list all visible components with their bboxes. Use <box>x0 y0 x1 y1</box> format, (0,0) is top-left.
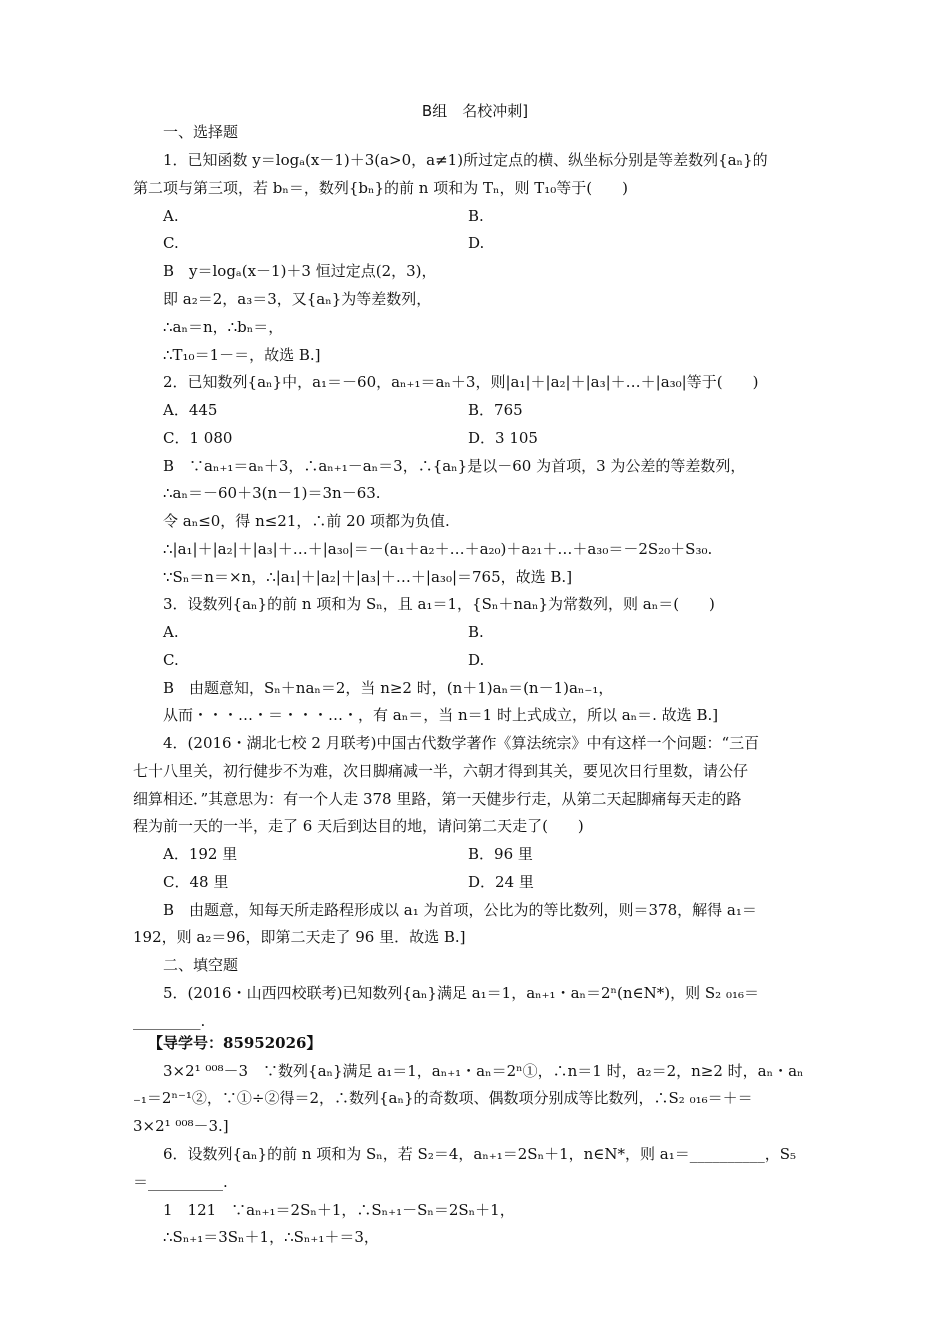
text-line: 七十八里关，初行健步不为难，次日脚痛减一半，六朝才得到其关，要见次日行里数，请公仔 <box>133 762 749 780</box>
text-line: C．1 080 <box>163 429 233 447</box>
text-line: _________. <box>133 1012 206 1030</box>
text-line: 第二项与第三项，若 bₙ＝，数列{bₙ}的前 n 项和为 Tₙ，则 T₁₀等于( ) <box>133 179 629 197</box>
text-line: B y＝logₐ(x－1)＋3 恒过定点(2，3)， <box>163 262 437 280</box>
text-line: C. <box>163 651 179 669</box>
text-line: ∴T₁₀＝1－＝，故选 B.] <box>163 346 321 364</box>
text-line: 192，则 a₂＝96，即第二天走了 96 里．故选 B.] <box>133 928 466 946</box>
text-line: B 由题意，知每天所走路程形成以 a₁ 为首项，公比为的等比数列，则＝378，解得 a₁＝ <box>163 901 757 919</box>
text-line: D. <box>468 651 485 669</box>
section-title: B组 名校冲刺] <box>421 102 529 120</box>
text-line: 从而・・・…・＝・・・…・，有 aₙ＝，当 n＝1 时上式成立，所以 aₙ＝. 故选 B.] <box>163 706 719 724</box>
text-line: 程为前一天的一半，走了 6 天后到达目的地，请问第二天走了( ) <box>133 817 584 835</box>
text-line: ∴aₙ＝－60＋3(n－1)＝3n－63. <box>163 484 381 502</box>
text-line: 令 aₙ≤0，得 n≤21，∴前 20 项都为负值. <box>163 512 450 530</box>
text-line: 3×2¹ ⁰⁰⁸－3 ∵数列{aₙ}满足 a₁＝1，aₙ₊₁・aₙ＝2ⁿ①，∴n＝1 时，a₂＝2，n≥2 时，aₙ・aₙ <box>163 1062 804 1080</box>
text-line: 2．已知数列{aₙ}中，a₁＝－60，aₙ₊₁＝aₙ＋3，则|a₁|＋|a₂|＋|a₃|＋…＋|a₃₀|等于( ) <box>163 373 759 391</box>
text-line: 3×2¹ ⁰⁰⁸－3.] <box>133 1117 229 1135</box>
text-line: 一、选择题 <box>163 123 239 141</box>
text-line: C．48 里 <box>163 873 229 891</box>
text-line: B. <box>468 623 484 641</box>
text-line: B ∵aₙ₊₁＝aₙ＋3，∴aₙ₊₁－aₙ＝3，∴{aₙ}是以－60 为首项，3 为公差的等差数列， <box>163 457 746 475</box>
text-line: B．96 里 <box>468 845 533 863</box>
text-line: B. <box>468 207 484 225</box>
text-line: 5．(2016・山西四校联考)已知数列{aₙ}满足 a₁＝1，aₙ₊₁・aₙ＝2ⁿ(n∈N*)，则 S₂ ₀₁₆＝ <box>163 984 759 1002</box>
text-line: D．3 105 <box>468 429 538 447</box>
text-line: 3．设数列{aₙ}的前 n 项和为 Sₙ，且 a₁＝1，{Sₙ＋naₙ}为常数列，则 aₙ＝( ) <box>163 595 715 613</box>
text-line: A. <box>163 623 179 641</box>
text-line: A．445 <box>163 401 218 419</box>
text-line: A. <box>163 207 179 225</box>
text-line: B．765 <box>468 401 523 419</box>
text-line: ∴|a₁|＋|a₂|＋|a₃|＋…＋|a₃₀|＝－(a₁＋a₂＋…＋a₂₀)＋a₂₁＋…＋a₃₀＝－2S₂₀＋S₃₀. <box>163 540 713 558</box>
text-line: A．192 里 <box>163 845 238 863</box>
text-line: ∴aₙ＝n，∴bₙ＝， <box>163 318 284 336</box>
text-line: C. <box>163 234 179 252</box>
text-line: ₋₁＝2ⁿ⁻¹②，∵①÷②得＝2，∴数列{aₙ}的奇数项、偶数项分别成等比数列，∴S₂ ₀₁₆＝＋＝ <box>133 1089 753 1107</box>
text-line: 细算相还．”其意思为：有一个人走 378 里路，第一天健步行走，从第二天起脚痛每天走的路 <box>133 790 742 808</box>
text-line: D. <box>468 234 485 252</box>
text-line: ＝__________. <box>133 1173 228 1191</box>
text-line: 【导学号：85952026】 <box>148 1034 322 1052</box>
text-line: B 由题意知，Sₙ＋naₙ＝2，当 n≥2 时，(n＋1)aₙ＝(n－1)aₙ₋₁， <box>163 679 614 697</box>
text-line: 6．设数列{aₙ}的前 n 项和为 Sₙ，若 S₂＝4，aₙ₊₁＝2Sₙ＋1，n∈N*，则 a₁＝__________，S₅ <box>163 1145 797 1163</box>
text-line: 4．(2016・湖北七校 2 月联考)中国古代数学著作《算法统宗》中有这样一个问题：“三百 <box>163 734 760 752</box>
text-line: D．24 里 <box>468 873 534 891</box>
text-line: 即 a₂＝2，a₃＝3，又{aₙ}为等差数列， <box>163 290 432 308</box>
text-line: ∴Sₙ₊₁＝3Sₙ＋1，∴Sₙ₊₁＋＝3， <box>163 1228 379 1246</box>
text-line: 1．已知函数 y＝logₐ(x－1)＋3(a>0，a≠1)所过定点的横、纵坐标分别是等差数列{aₙ}的 <box>163 151 768 169</box>
text-line: 1 121 ∵aₙ₊₁＝2Sₙ＋1，∴Sₙ₊₁－Sₙ＝2Sₙ＋1， <box>163 1201 515 1219</box>
text-line: ∵Sₙ＝n＝×n，∴|a₁|＋|a₂|＋|a₃|＋…＋|a₃₀|＝765，故选 B.] <box>163 568 573 586</box>
text-line: 二、填空题 <box>163 956 239 974</box>
